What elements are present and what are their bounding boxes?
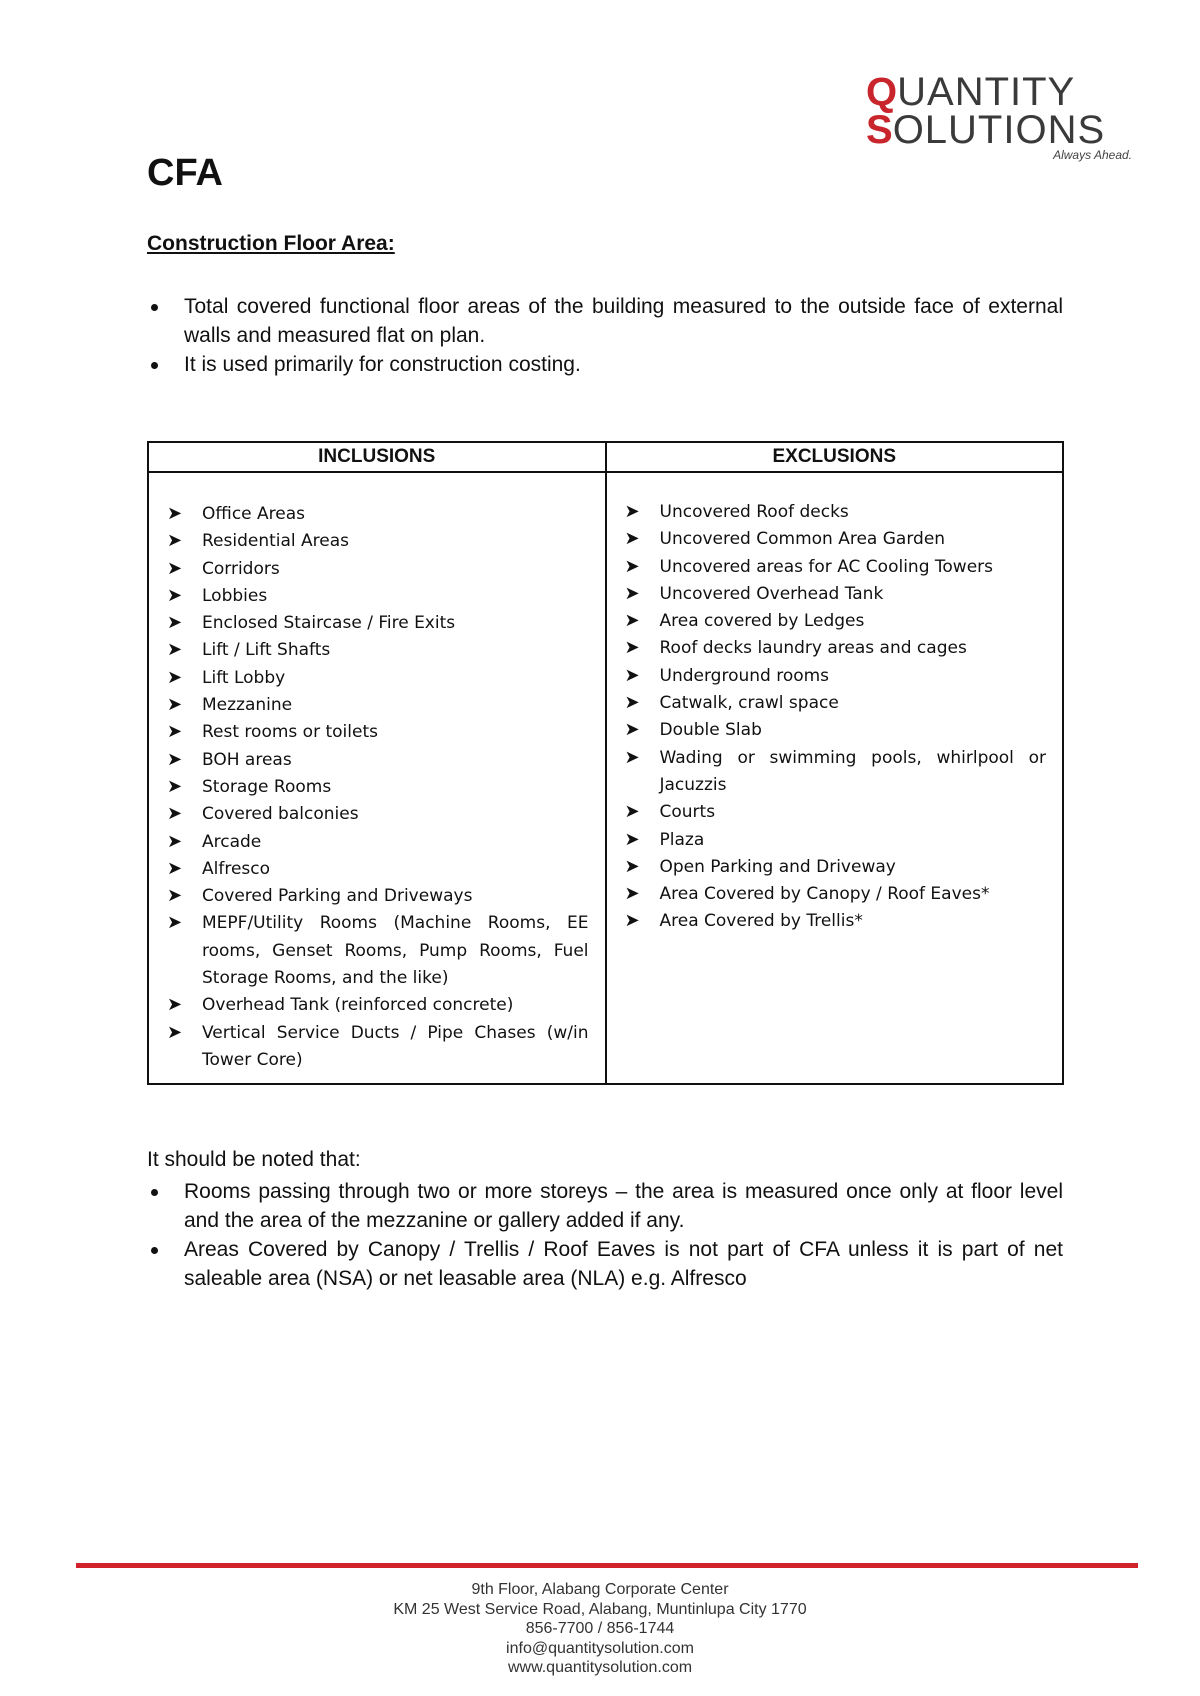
arrow-bullet-icon: ➤ (167, 994, 183, 1016)
inclusions-header: INCLUSIONS (148, 442, 606, 472)
intro-bullet-list (147, 292, 1063, 379)
arrow-bullet-icon: ➤ (624, 528, 640, 550)
list-item-text: Mezzanine (202, 695, 293, 716)
logo-tagline: Always Ahead. (1053, 148, 1132, 162)
arrow-bullet-icon: ➤ (167, 885, 183, 907)
arrow-bullet-icon: ➤ (167, 803, 183, 825)
notes-lead: It should be noted that: (147, 1148, 361, 1171)
list-item-text: Vertical Service Ducts / Pipe Chases (w/in Tower Core) (202, 1022, 589, 1070)
arrow-bullet-icon: ➤ (624, 828, 640, 850)
list-item-text: Uncovered Common Area Garden (659, 529, 946, 550)
arrow-bullet-icon: ➤ (167, 557, 183, 579)
footer (0, 1580, 1200, 1678)
footer-website: www.quantitysolution.com (507, 1659, 693, 1676)
list-item-text: Area Covered by Trellis* (659, 911, 863, 932)
list-item (607, 690, 1047, 717)
exclusions-header: EXCLUSIONS (606, 442, 1064, 472)
arrow-bullet-icon: ➤ (167, 748, 183, 770)
list-item-text: Wading or swimming pools, whirlpool or Jacuzzis (659, 747, 1046, 795)
arrow-bullet-icon: ➤ (624, 555, 640, 577)
list-item-text: Uncovered Roof decks (659, 502, 849, 522)
list-item (149, 556, 589, 583)
footer-email: info@quantitysolution.com (506, 1639, 694, 1657)
list-item (607, 608, 1047, 635)
list-item (607, 827, 1047, 854)
list-item (607, 881, 1047, 908)
list-item-text: Courts (659, 802, 716, 823)
note-bullet: Areas Covered by Canopy / Trellis / Roof Eaves is not part of CFA unless it is part of net saleable area (NSA) or net leasable area (NLA) e.g. Alfresco (147, 1235, 1063, 1293)
list-item-text: Lift Lobby (202, 667, 286, 688)
list-item (149, 665, 589, 692)
exclusions-cell (606, 472, 1064, 1084)
list-item-text: Covered balconies (202, 804, 359, 825)
arrow-bullet-icon: ➤ (624, 883, 640, 905)
list-item-text: Corridors (202, 558, 280, 579)
arrow-bullet-icon: ➤ (624, 610, 640, 632)
logo-initial-s: S (866, 108, 893, 152)
arrow-bullet-icon: ➤ (624, 746, 640, 768)
list-item-text: Storage Rooms (202, 776, 332, 797)
list-item (607, 717, 1047, 744)
arrow-bullet-icon: ➤ (167, 612, 183, 634)
inclusions-list (149, 473, 605, 1074)
footer-phone: 856-7700 / 856-1744 (525, 1620, 675, 1637)
list-item (149, 829, 589, 856)
list-item (149, 774, 589, 801)
list-item (607, 745, 1047, 800)
arrow-bullet-icon: ➤ (167, 666, 183, 688)
list-item-text: Lobbies (202, 585, 268, 606)
arrow-bullet-icon: ➤ (167, 639, 183, 661)
inclusions-cell (148, 472, 606, 1084)
arrow-bullet-icon: ➤ (167, 721, 183, 743)
list-item (149, 856, 589, 883)
arrow-bullet-icon: ➤ (624, 801, 640, 823)
list-item-text: Overhead Tank (reinforced concrete) (202, 995, 514, 1016)
list-item-text: Plaza (659, 829, 705, 850)
list-item (607, 581, 1047, 608)
list-item-text: BOH areas (202, 749, 292, 770)
arrow-bullet-icon: ➤ (624, 582, 640, 604)
arrow-bullet-icon: ➤ (167, 1021, 183, 1043)
arrow-bullet-icon: ➤ (624, 501, 640, 522)
list-item-text: Lift / Lift Shafts (202, 640, 331, 661)
arrow-bullet-icon: ➤ (167, 857, 183, 879)
list-item-text: Rest rooms or toilets (202, 722, 378, 743)
logo-word-1: UANTITY (897, 70, 1076, 114)
arrow-bullet-icon: ➤ (167, 830, 183, 852)
arrow-bullet-icon: ➤ (167, 530, 183, 552)
list-item (149, 992, 589, 1019)
list-item (149, 528, 589, 555)
logo-word-2: OLUTIONS (892, 108, 1106, 152)
arrow-bullet-icon: ➤ (624, 855, 640, 877)
arrow-bullet-icon: ➤ (624, 664, 640, 686)
intro-bullet: Total covered functional floor areas of the building measured to the outside face of external walls and measured flat on plan. (147, 292, 1063, 350)
list-item (607, 526, 1047, 553)
list-item (149, 583, 589, 610)
list-item-text: Covered Parking and Driveways (202, 886, 473, 907)
list-item (149, 801, 589, 828)
list-item (607, 499, 1047, 526)
arrow-bullet-icon: ➤ (167, 912, 183, 934)
footer-address-1: 9th Floor, Alabang Corporate Center (471, 1581, 729, 1598)
list-item-text: Roof decks laundry areas and cages (659, 638, 967, 659)
list-item (607, 635, 1047, 662)
list-item-text: MEPF/Utility Rooms (Machine Rooms, EE rooms, Genset Rooms, Pump Rooms, Fuel Storage Rooms, and the like) (202, 913, 589, 989)
list-item-text: Catwalk, crawl space (659, 693, 839, 714)
list-item (149, 1020, 589, 1075)
list-item-text: Office Areas (202, 504, 306, 524)
list-item-text: Enclosed Staircase / Fire Exits (202, 613, 456, 634)
list-item-text: Area Covered by Canopy / Roof Eaves* (659, 884, 990, 905)
logo-initial-q: Q (866, 70, 898, 114)
company-logo (866, 70, 1136, 162)
arrow-bullet-icon: ➤ (167, 584, 183, 606)
footer-divider (76, 1563, 1138, 1568)
list-item-text: Area covered by Ledges (659, 611, 865, 632)
arrow-bullet-icon: ➤ (624, 692, 640, 714)
arrow-bullet-icon: ➤ (624, 910, 640, 932)
list-item-text: Arcade (202, 831, 262, 852)
list-item-text: Underground rooms (659, 665, 830, 686)
footer-address-2: KM 25 West Service Road, Alabang, Muntinlupa City 1770 (393, 1600, 807, 1618)
list-item (149, 637, 589, 664)
list-item (149, 501, 589, 528)
list-item (607, 554, 1047, 581)
list-item (149, 719, 589, 746)
list-item (149, 910, 589, 992)
arrow-bullet-icon: ➤ (624, 719, 640, 741)
list-item-text: Uncovered areas for AC Cooling Towers (659, 556, 994, 577)
list-item (149, 610, 589, 637)
list-item (607, 908, 1047, 935)
list-item (149, 692, 589, 719)
list-item (149, 747, 589, 774)
arrow-bullet-icon: ➤ (167, 694, 183, 716)
exclusions-list (607, 473, 1063, 936)
list-item (607, 799, 1047, 826)
note-bullet: Rooms passing through two or more storeys – the area is measured once only at floor level and the area of the mezzanine or gallery added if any. (147, 1177, 1063, 1235)
inclusions-exclusions-table (147, 441, 1064, 1085)
section-subtitle: Construction Floor Area: (147, 232, 395, 255)
list-item-text: Double Slab (659, 720, 762, 741)
list-item (149, 883, 589, 910)
list-item-text: Alfresco (202, 858, 271, 879)
arrow-bullet-icon: ➤ (624, 637, 640, 659)
list-item (607, 663, 1047, 690)
arrow-bullet-icon: ➤ (167, 503, 183, 524)
intro-bullet: It is used primarily for construction costing. (147, 350, 1063, 379)
page-title: CFA (147, 152, 223, 194)
list-item-text: Residential Areas (202, 531, 350, 552)
list-item (607, 854, 1047, 881)
arrow-bullet-icon: ➤ (167, 775, 183, 797)
logo-line-2 (866, 108, 1105, 152)
list-item-text: Open Parking and Driveway (659, 856, 896, 877)
list-item-text: Uncovered Overhead Tank (659, 583, 884, 604)
notes-bullet-list (147, 1177, 1063, 1293)
